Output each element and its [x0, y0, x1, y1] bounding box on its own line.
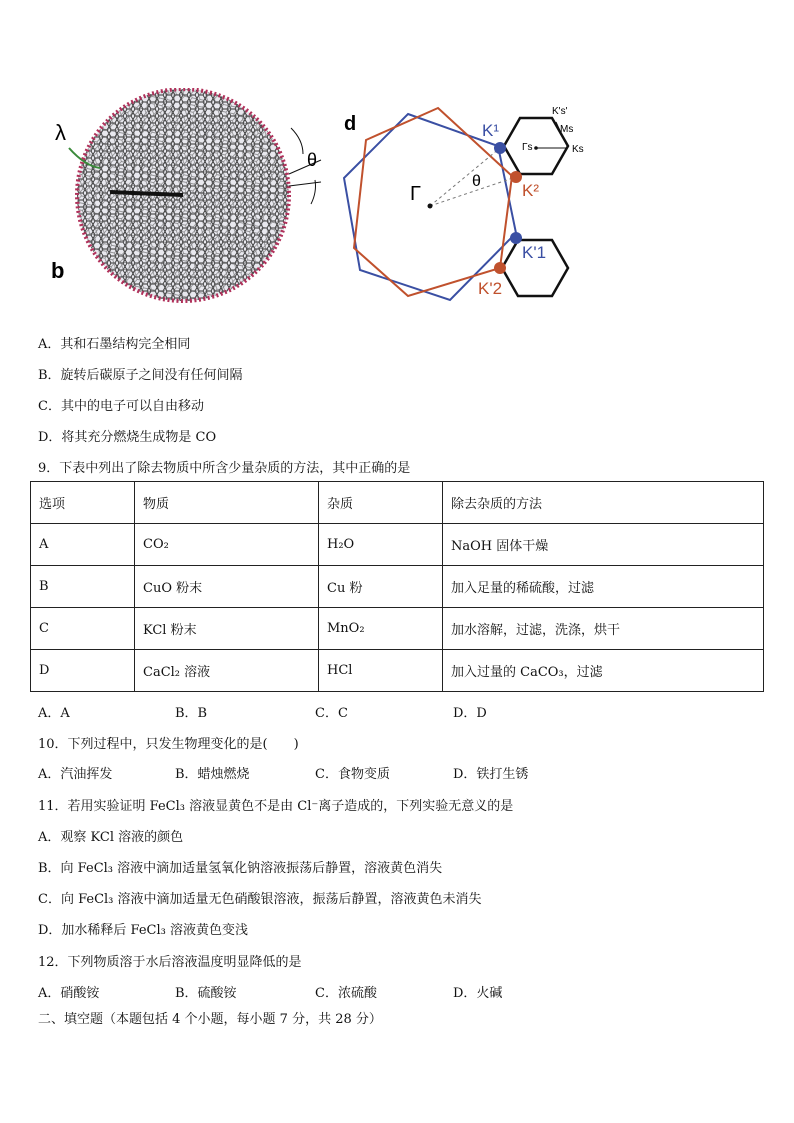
q8-option-d: D．将其充分燃烧生成物是 CO [38, 430, 217, 445]
table-cell: CO₂ [135, 524, 319, 566]
table-cell: CaCl₂ 溶液 [135, 650, 319, 692]
table-cell: 加入足量的稀硫酸，过滤 [443, 566, 764, 608]
theta-arrow-top [291, 128, 303, 154]
header-cell: 杂质 [319, 482, 443, 524]
q12-option-c: C．浓硫酸 [315, 986, 377, 1001]
table-cell: CuO 粉末 [135, 566, 319, 608]
table-cell: MnO₂ [319, 608, 443, 650]
q12-option-d: D．火碱 [453, 986, 503, 1001]
q8-option-a: A．其和石墨结构完全相同 [38, 337, 191, 352]
table-cell: Cu 粉 [319, 566, 443, 608]
table-cell: B [31, 566, 135, 608]
q11-option-c: C．向 FeCl₃ 溶液中滴加适量无色硝酸银溶液，振荡后静置，溶液黄色未消失 [38, 892, 482, 907]
q10-option-b: B．蜡烛燃烧 [175, 767, 250, 782]
table-row [31, 608, 764, 650]
table-cell: H₂O [319, 524, 443, 566]
q9-stem: 9．下表中列出了除去物质中所含少量杂质的方法，其中正确的是 [38, 461, 411, 476]
lambda-label: λ [55, 120, 66, 145]
q11-option-d: D．加水稀释后 FeCl₃ 溶液黄色变浅 [38, 923, 249, 938]
panel-b-label: b [51, 258, 65, 283]
header-cell: 选项 [31, 482, 135, 524]
k2-prime-point [494, 262, 506, 274]
table-row [31, 524, 764, 566]
gamma-label: Γ [410, 183, 422, 205]
table-row [31, 650, 764, 692]
ms-label: Ms [560, 124, 574, 135]
q12-option-a: A．硝酸铵 [38, 986, 100, 1001]
q11-option-a: A．观察 KCl 溶液的颜色 [38, 830, 184, 845]
table-cell: HCl [319, 650, 443, 692]
k1-prime-point [510, 232, 522, 244]
q9-table [30, 481, 764, 692]
table-cell: 加水溶解，过滤，洗涤，烘干 [443, 608, 764, 650]
q11-stem: 11．若用实验证明 FeCl₃ 溶液显黄色不是由 Cl⁻离子造成的，下列实验无意义的是 [38, 799, 514, 814]
table-row [31, 566, 764, 608]
figure-b-twisted-graphene [45, 88, 335, 303]
header-cell: 物质 [135, 482, 319, 524]
q10-option-a: A．汽油挥发 [38, 767, 113, 782]
q9-option-d: D．D [453, 706, 487, 721]
q8-option-b: B．旋转后碳原子之间没有任何间隔 [38, 368, 243, 383]
q8-option-c: C．其中的电子可以自由移动 [38, 399, 204, 414]
q12-stem: 12．下列物质溶于水后溶液温度明显降低的是 [38, 955, 302, 970]
ks-label: Ks [572, 144, 584, 155]
theta-label-b: θ [307, 150, 318, 170]
gamma-point [428, 204, 433, 209]
q9-option-a: A．A [38, 706, 70, 721]
table-cell: 加入过量的 CaCO₃，过滤 [443, 650, 764, 692]
section-2-heading: 二、填空题（本题包括 4 个小题，每小题 7 分，共 28 分） [38, 1012, 382, 1027]
k1-prime-label: K'1 [522, 243, 547, 262]
table-cell: NaOH 固体干燥 [443, 524, 764, 566]
q11-option-b: B．向 FeCl₃ 溶液中滴加适量氢氧化钠溶液振荡后静置，溶液黄色消失 [38, 861, 443, 876]
q10-option-d: D．铁打生锈 [453, 767, 529, 782]
figure-d-brillouin-zones [338, 88, 598, 303]
q10-option-c: C．食物变质 [315, 767, 390, 782]
q9-option-b: B．B [175, 706, 208, 721]
k1-label: K¹ [482, 121, 499, 140]
table-cell: D [31, 650, 135, 692]
table-cell: A [31, 524, 135, 566]
k2-prime-label: K'2 [478, 279, 503, 298]
gamma-s-label: Γs [522, 142, 533, 153]
q9-option-c: C．C [315, 706, 348, 721]
table-header-row [31, 482, 764, 524]
panel-d-label: d [344, 113, 357, 135]
k2-point [510, 171, 522, 183]
q12-option-b: B．硫酸铵 [175, 986, 237, 1001]
theta-label-d: θ [472, 173, 481, 190]
ks-prime-label: K's' [552, 106, 568, 117]
table-cell: C [31, 608, 135, 650]
table-cell: KCl 粉末 [135, 608, 319, 650]
header-cell: 除去杂质的方法 [443, 482, 764, 524]
q10-stem: 10．下列过程中，只发生物理变化的是( ) [38, 737, 299, 752]
k2-label: K² [522, 181, 539, 200]
k1-point [494, 142, 506, 154]
